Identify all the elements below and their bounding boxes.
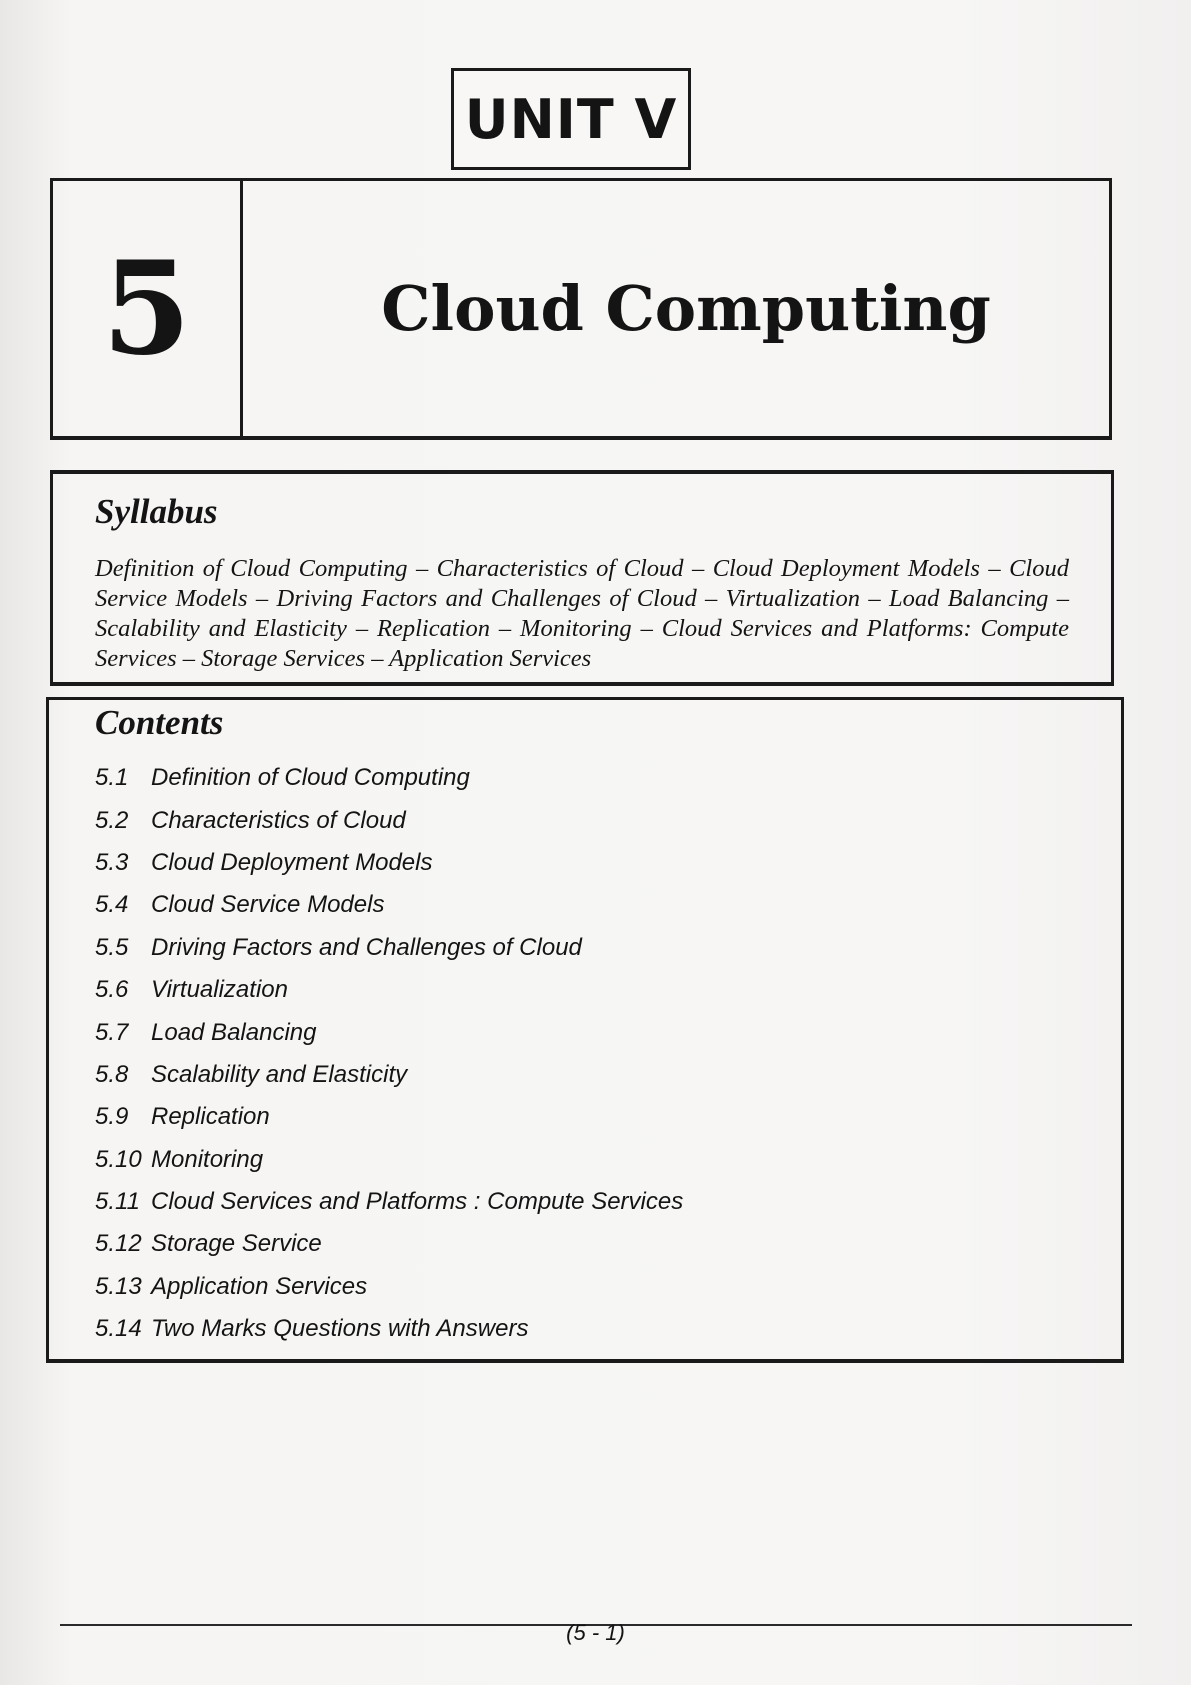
contents-item-title: Monitoring (151, 1145, 264, 1173)
unit-label: UNIT V (464, 87, 678, 151)
contents-item-title: Cloud Services and Platforms : Compute Services (151, 1188, 684, 1216)
contents-item (95, 1011, 1075, 1053)
contents-item (95, 1266, 1075, 1308)
contents-heading: Contents (95, 703, 224, 742)
contents-item-number: 5.10 (95, 1145, 142, 1173)
contents-item-number: 5.8 (95, 1060, 129, 1088)
contents-item-number: 5.9 (95, 1103, 129, 1131)
contents-item-title: Characteristics of Cloud (151, 806, 406, 834)
contents-item-number: 5.4 (95, 891, 129, 919)
contents-item (95, 927, 1075, 969)
contents-item (95, 1181, 1075, 1223)
contents-item-number: 5.3 (95, 848, 129, 876)
contents-item-number: 5.1 (95, 764, 129, 792)
contents-item (95, 1054, 1075, 1096)
contents-item (95, 1308, 1075, 1350)
contents-item (95, 799, 1075, 841)
contents-item-title: Scalability and Elasticity (151, 1060, 408, 1088)
contents-item-title: Driving Factors and Challenges of Cloud (151, 933, 582, 961)
contents-item-number: 5.11 (95, 1188, 140, 1216)
contents-item-title: Definition of Cloud Computing (151, 764, 470, 792)
contents-item-title: Cloud Deployment Models (151, 848, 433, 876)
contents-item-number: 5.7 (95, 1018, 129, 1046)
contents-item-number: 5.14 (95, 1315, 142, 1343)
contents-list (95, 757, 1075, 1350)
contents-item-title: Replication (151, 1103, 270, 1131)
contents-item (95, 1096, 1075, 1138)
contents-item-title: Cloud Service Models (151, 891, 385, 919)
contents-item-title: Two Marks Questions with Answers (151, 1315, 529, 1343)
page-number: (5 - 1) (566, 1620, 625, 1645)
contents-item-number: 5.12 (95, 1230, 142, 1258)
chapter-header-box (50, 178, 1112, 440)
contents-item-number: 5.13 (95, 1272, 142, 1300)
chapter-title: Cloud Computing (381, 272, 991, 345)
syllabus-text: Definition of Cloud Computing – Characteristics of Cloud – Cloud Deployment Models – Cloud Service Models – Driving Factors and Challenges of Cloud – Virtualization – Load Balancing – Scalability and Elasticity – Replication – Monitoring – Cloud Services and Platforms: Compute Services – Storage Services – Application Services (95, 555, 1069, 672)
contents-item-title: Load Balancing (151, 1018, 317, 1046)
chapter-number: 5 (101, 233, 192, 384)
contents-item (95, 757, 1075, 799)
contents-item-title: Application Services (151, 1272, 368, 1300)
contents-item (95, 1223, 1075, 1265)
contents-box (46, 697, 1124, 1363)
contents-item-number: 5.6 (95, 976, 129, 1004)
contents-item-number: 5.2 (95, 806, 129, 834)
contents-item (95, 842, 1075, 884)
contents-item (95, 1139, 1075, 1181)
contents-item (95, 969, 1075, 1011)
contents-item-number: 5.5 (95, 933, 129, 961)
syllabus-box (50, 470, 1114, 686)
syllabus-heading: Syllabus (95, 492, 218, 531)
contents-item-title: Storage Service (151, 1230, 322, 1258)
contents-item (95, 884, 1075, 926)
unit-header-box (451, 68, 691, 170)
contents-item-title: Virtualization (151, 976, 288, 1004)
